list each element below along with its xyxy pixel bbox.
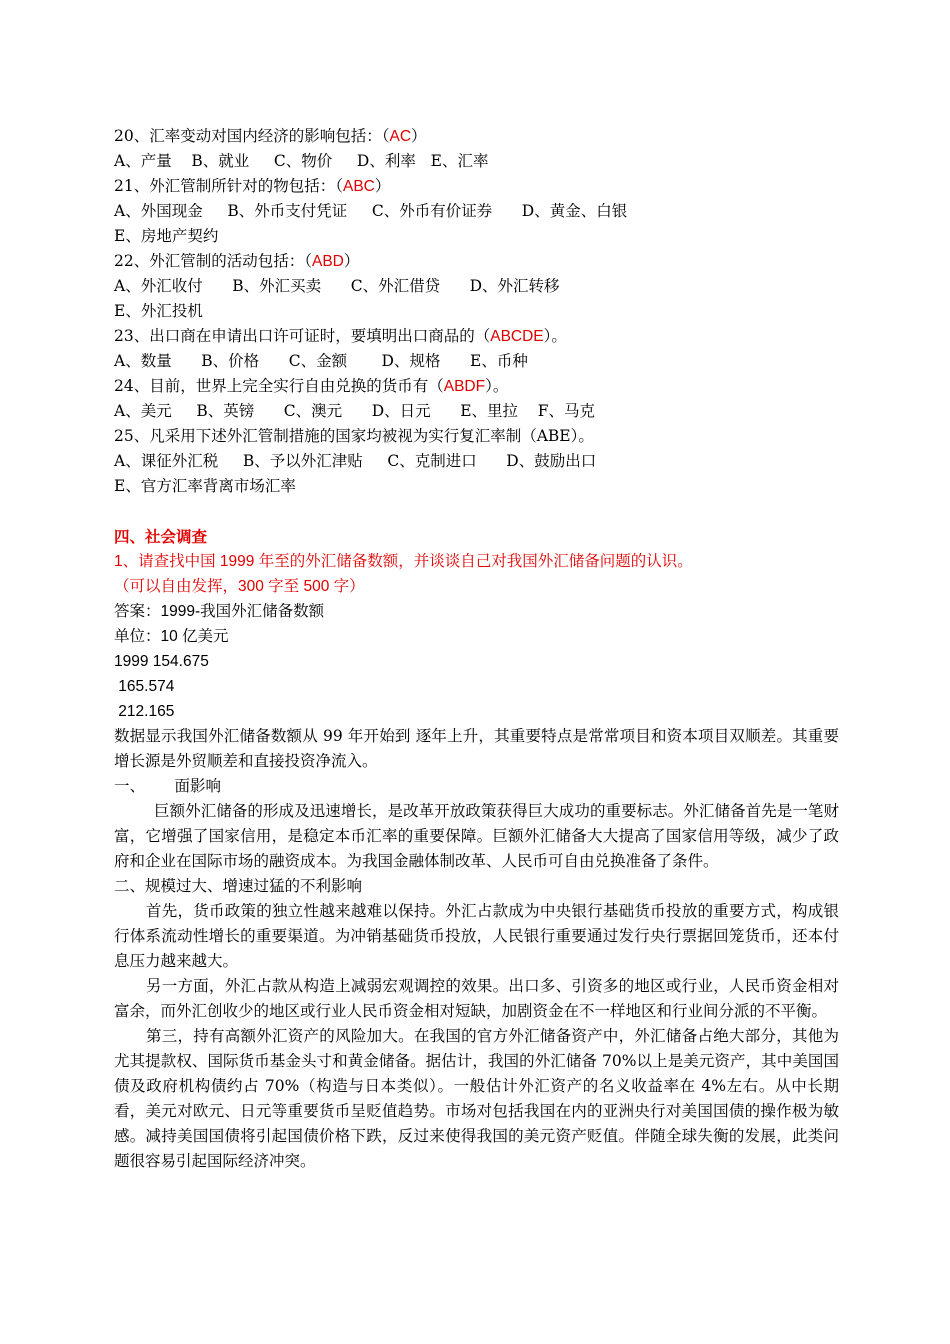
data-row: 212.165: [114, 703, 175, 720]
options-line: E、外汇投机: [114, 302, 203, 320]
section-title: 四、社会调查: [114, 527, 208, 546]
question-tail: ）。: [543, 327, 567, 345]
question-tail: ）: [374, 177, 391, 195]
spacer: [114, 499, 839, 524]
data-row: 165.574: [114, 678, 175, 695]
question-tail: ）: [411, 127, 427, 145]
answer-key: ABDF: [443, 378, 486, 395]
question-tail: ）: [343, 252, 360, 270]
survey-note: （可以自由发挥，300 字至 500 字）: [114, 578, 365, 595]
answer-head: 答案：1999-我国外汇储备数额: [114, 603, 325, 620]
question-22: [114, 249, 839, 274]
question-21: [114, 174, 839, 199]
summary-paragraph: 数据显示我国外汇储备数额从 99 年开始到 逐年上升，其重要特点是常常项目和资本项目双顺差。其重要增长源是外贸顺差和直接投资净流入。: [114, 727, 839, 770]
options-line: A、外汇收付 B、外汇买卖 C、外汇借贷 D、外汇转移: [114, 277, 560, 295]
question-23: [114, 324, 839, 349]
paragraph-macro-control: 另一方面，外汇占款从构造上减弱宏观调控的效果。出口多、引资多的地区或行业，人民币资金相对富余，而外汇创收少的地区或行业人民币资金相对短缺，加剧资金在不一样地区和行业间分派的不平衡。: [114, 977, 839, 1020]
heading-negative-impact: 二、规模过大、增速过猛的不利影响: [114, 877, 363, 895]
options-line: A、产量 B、就业 C、物价 D、利率 E、汇率: [114, 152, 489, 170]
question-stem: 20、汇率变动对国内经济的影响包括：（: [114, 127, 390, 145]
survey-question: 1、请查找中国 1999 年至的外汇储备数额，并谈谈自己对我国外汇储备问题的认识。: [114, 553, 693, 570]
options-line: A、数量 B、价格 C、金额 D、规格 E、币种: [114, 352, 528, 370]
question-stem: 21、外汇管制所针对的物包括：（: [114, 177, 343, 195]
data-row: 1999 154.675: [114, 653, 209, 670]
options-line: A、外国现金 B、外币支付凭证 C、外币有价证券 D、黄金、白银: [114, 202, 628, 220]
question-tail: ）。: [485, 377, 509, 395]
question-stem: 24、目前，世界上完全实行自由兑换的货币有（: [114, 377, 444, 395]
question-24: [114, 374, 839, 399]
answer-key: ABCDE: [490, 328, 544, 345]
paragraph-risk: 第三，持有高额外汇资产的风险加大。在我国的官方外汇储备资产中，外汇储备占绝大部分，其他为尤其提款权、国际货币基金头寸和黄金储备。据估计，我国的外汇储备 70%以上是美元资产，其中美国国债及政府机构债约占 70%（构造与日本类似）。一般估计外汇资产的名义收益率在 4%左右。从中长期看，美元对欧元、日元等重要货币呈贬值趋势。市场对包括我国在内的亚洲央行对美国国债的操作极为敏感。减持美国国债将引起国债价格下跌，反过来使得我国的美元资产贬值。伴随全球失衡的发展，此类问题很容易引起国际经济冲突。: [114, 1027, 839, 1170]
question-20: [114, 124, 839, 149]
options-line: A、美元 B、英镑 C、澳元 D、日元 E、里拉 F、马克: [114, 402, 595, 420]
question-25: 25、凡采用下述外汇管制措施的国家均被视为实行复汇率制（ABE）。: [114, 427, 594, 445]
document-page: [114, 124, 839, 1174]
answer-key: ABC: [342, 178, 375, 195]
options-line: A、课征外汇税 B、予以外汇津贴 C、克制进口 D、鼓励出口: [114, 452, 597, 470]
answer-unit: 单位：10 亿美元: [114, 628, 229, 645]
paragraph-monetary-policy: 首先，货币政策的独立性越来越难以保持。外汇占款成为中央银行基础货币投放的重要方式，构成银行体系流动性增长的重要渠道。为冲销基础货币投放，人民银行重要通过发行央行票据回笼货币，还本付息压力越来越大。: [114, 902, 839, 970]
answer-key: ABD: [311, 253, 344, 270]
heading-positive-impact: 一、 面影响: [114, 777, 222, 795]
paragraph-positive-impact: 巨额外汇储备的形成及迅速增长，是改革开放政策获得巨大成功的重要标志。外汇储备首先是一笔财富，它增强了国家信用，是稳定本币汇率的重要保障。巨额外汇储备大大提高了国家信用等级，减少了政府和企业在国际市场的融资成本。为我国金融体制改革、人民币可自由兑换准备了条件。: [114, 802, 839, 870]
answer-key: AC: [389, 128, 412, 145]
options-line: E、官方汇率背离市场汇率: [114, 477, 296, 495]
question-stem: 22、外汇管制的活动包括：（: [114, 252, 312, 270]
options-line: E、房地产契约: [114, 227, 219, 245]
question-stem: 23、出口商在申请出口许可证时，要填明出口商品的（: [114, 327, 491, 345]
